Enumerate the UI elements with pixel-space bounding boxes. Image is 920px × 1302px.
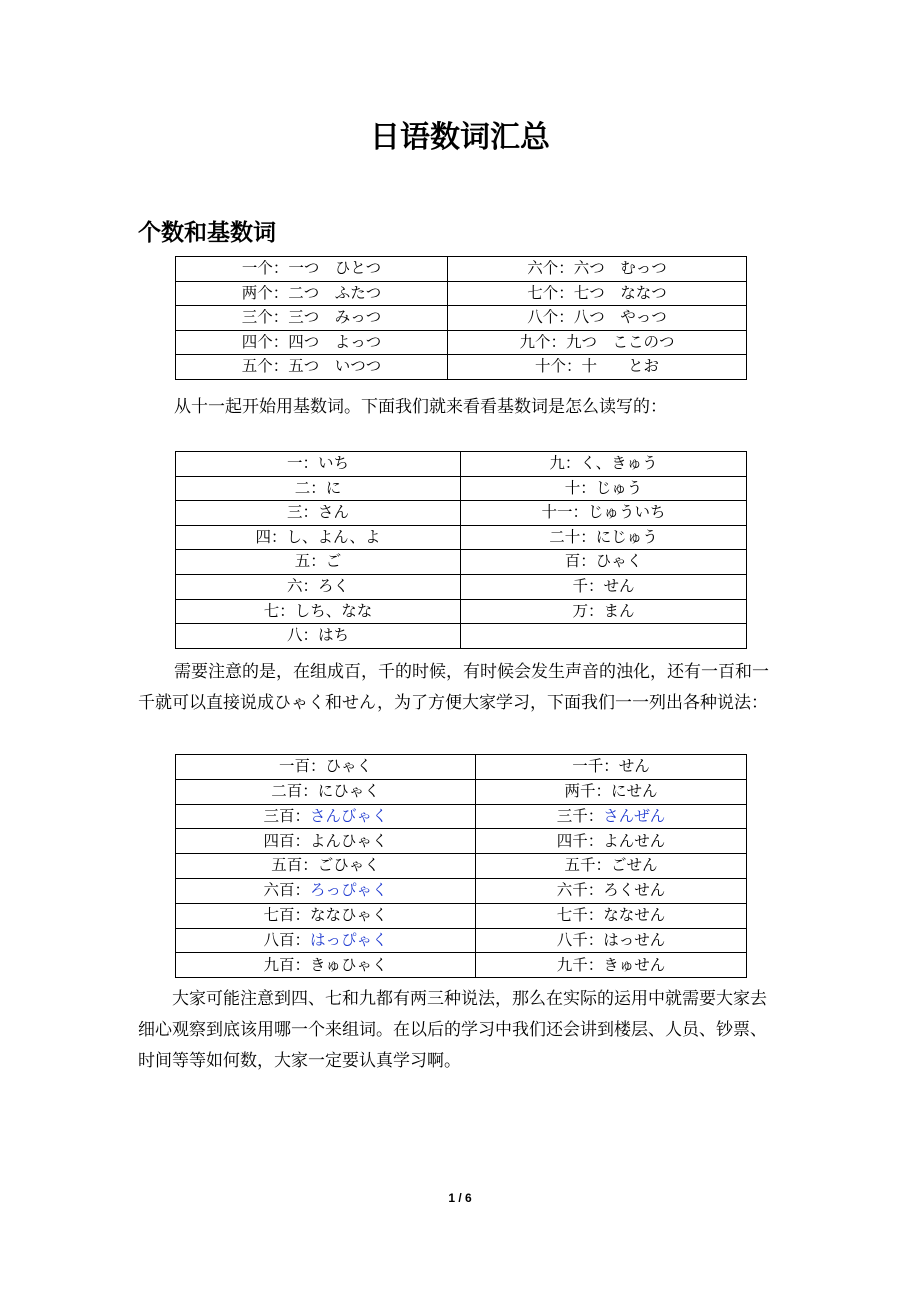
number-label: 三千： [556, 806, 604, 825]
cardinal-cell: 八：はち [176, 624, 461, 649]
table-row [176, 476, 747, 501]
cardinal-cell: 一：いち [176, 452, 461, 477]
hundreds-cell [176, 779, 476, 804]
summary-paragraph: 大家可能注意到四、七和九都有两三种说法，那么在实际的运用中就需要大家去细心观察到底该用哪一个来组词。在以后的学习中我们还会讲到楼层、人员、钞票、时间等等如何数，大家一定要认真学习啊。 [138, 989, 767, 1071]
table-row [176, 355, 747, 380]
hundreds-cell [176, 903, 476, 928]
thousands-cell [476, 854, 747, 879]
counter-cell: 四个：四つ よっつ [176, 330, 448, 355]
table-row [176, 804, 747, 829]
table-row [176, 878, 747, 903]
thousands-cell [476, 829, 747, 854]
cardinal-cell: 三：さん [176, 501, 461, 526]
number-label: 一百： [278, 757, 326, 776]
cardinal-cell: 百：ひゃく [461, 550, 747, 575]
number-label: 四百： [263, 831, 310, 850]
number-label: 八千： [556, 930, 604, 949]
counter-cell: 两个：二つ ふたつ [176, 281, 448, 306]
hundreds-cell [176, 854, 476, 879]
number-label: 一千： [572, 757, 619, 776]
cardinal-cell: 千：せん [461, 574, 747, 599]
cardinal-cell: 六：ろく [176, 574, 461, 599]
table-row [176, 330, 747, 355]
reading-text: さんぜん [603, 806, 666, 825]
thousands-cell [476, 779, 747, 804]
cardinal-cell: 二：に [176, 476, 461, 501]
intro-paragraph: 从十一起开始用基数词。下面我们就来看看基数词是怎么读写的： [174, 397, 667, 417]
section-heading: 个数和基数词 [138, 220, 276, 246]
hundreds-cell [176, 804, 476, 829]
number-label: 四千： [556, 831, 604, 850]
cardinal-cell: 四：し、よん、よ [176, 525, 461, 550]
hundreds-cell [176, 755, 476, 780]
table-row [176, 599, 747, 624]
thousands-cell [476, 903, 747, 928]
reading-text: よんひゃく [310, 831, 388, 850]
note-paragraph: 需要注意的是，在组成百，千的时候，有时候会发生声音的浊化，还有一百和一千就可以直接说成ひゃく和せん，为了方便大家学习，下面我们一一列出各种说法： [138, 662, 769, 713]
table-row [176, 281, 747, 306]
number-label: 五百： [271, 856, 318, 875]
reading-text: きゅせん [603, 955, 666, 974]
reading-text: せん [618, 757, 650, 776]
hundreds-cell [176, 928, 476, 953]
reading-text: よんせん [603, 831, 666, 850]
reading-text: ごせん [611, 856, 658, 875]
cardinal-cell: 七：しち、なな [176, 599, 461, 624]
cardinal-cell: 二十：にじゅう [461, 525, 747, 550]
cardinal-cell: 十：じゅう [461, 476, 747, 501]
table-row [176, 953, 747, 978]
table-row [176, 525, 747, 550]
table-row [176, 257, 747, 282]
thousands-cell [476, 928, 747, 953]
table-row [176, 306, 747, 331]
reading-text: ななせん [603, 905, 666, 924]
number-label: 二百： [271, 781, 318, 800]
table-row [176, 624, 747, 649]
number-label: 三百： [263, 806, 310, 825]
number-label: 九千： [556, 955, 604, 974]
reading-text: はっぴゃく [310, 930, 388, 949]
reading-text: ななひゃく [310, 905, 388, 924]
number-label: 五千： [564, 856, 611, 875]
table-row [176, 550, 747, 575]
number-label: 六百： [263, 881, 310, 900]
table-row [176, 501, 747, 526]
table-row [176, 829, 747, 854]
counter-cell: 八个：八つ やっつ [448, 306, 747, 331]
counter-cell: 三个：三つ みっつ [176, 306, 448, 331]
reading-text: ろっぴゃく [310, 881, 388, 900]
cardinal-cell: 九：く、きゅう [461, 452, 747, 477]
table-row [176, 903, 747, 928]
table-row [176, 854, 747, 879]
table-row [176, 928, 747, 953]
reading-text: にせん [611, 781, 658, 800]
reading-text: きゅひゃく [310, 955, 388, 974]
counter-cell: 十个：十 とお [448, 355, 747, 380]
cardinal-cell: 五：ご [176, 550, 461, 575]
thousands-cell [476, 755, 747, 780]
cardinal-table [175, 451, 747, 649]
counting-table [175, 256, 747, 380]
counter-cell: 九个：九つ ここのつ [448, 330, 747, 355]
counter-cell: 五个：五つ いつつ [176, 355, 448, 380]
number-label: 七千： [556, 905, 604, 924]
cardinal-cell: 十一：じゅういち [461, 501, 747, 526]
reading-text: ひゃく [325, 757, 373, 776]
thousands-cell [476, 878, 747, 903]
cardinal-cell: 万：まん [461, 599, 747, 624]
table-row [176, 452, 747, 477]
reading-text: ろくせん [603, 881, 666, 900]
number-label: 八百： [263, 930, 310, 949]
table-row [176, 779, 747, 804]
counter-cell: 七个：七つ ななつ [448, 281, 747, 306]
counter-cell: 六个：六つ むっつ [448, 257, 747, 282]
number-label: 九百： [263, 955, 310, 974]
counter-cell: 一个：一つ ひとつ [176, 257, 448, 282]
number-label: 六千： [556, 881, 604, 900]
document-title: 日语数词汇总 [370, 120, 550, 155]
cardinal-cell [461, 624, 747, 649]
hundreds-cell [176, 953, 476, 978]
number-label: 七百： [263, 905, 310, 924]
reading-text: ごひゃく [317, 856, 380, 875]
page-number: 1 / 6 [448, 1191, 472, 1205]
thousands-cell [476, 804, 747, 829]
reading-text: はっせん [603, 930, 666, 949]
hundreds-thousands-table [175, 754, 747, 978]
hundreds-cell [176, 829, 476, 854]
hundreds-cell [176, 878, 476, 903]
thousands-cell [476, 953, 747, 978]
table-row [176, 755, 747, 780]
number-label: 两千： [564, 781, 611, 800]
reading-text: にひゃく [317, 781, 380, 800]
reading-text: さんびゃく [310, 806, 388, 825]
table-row [176, 574, 747, 599]
